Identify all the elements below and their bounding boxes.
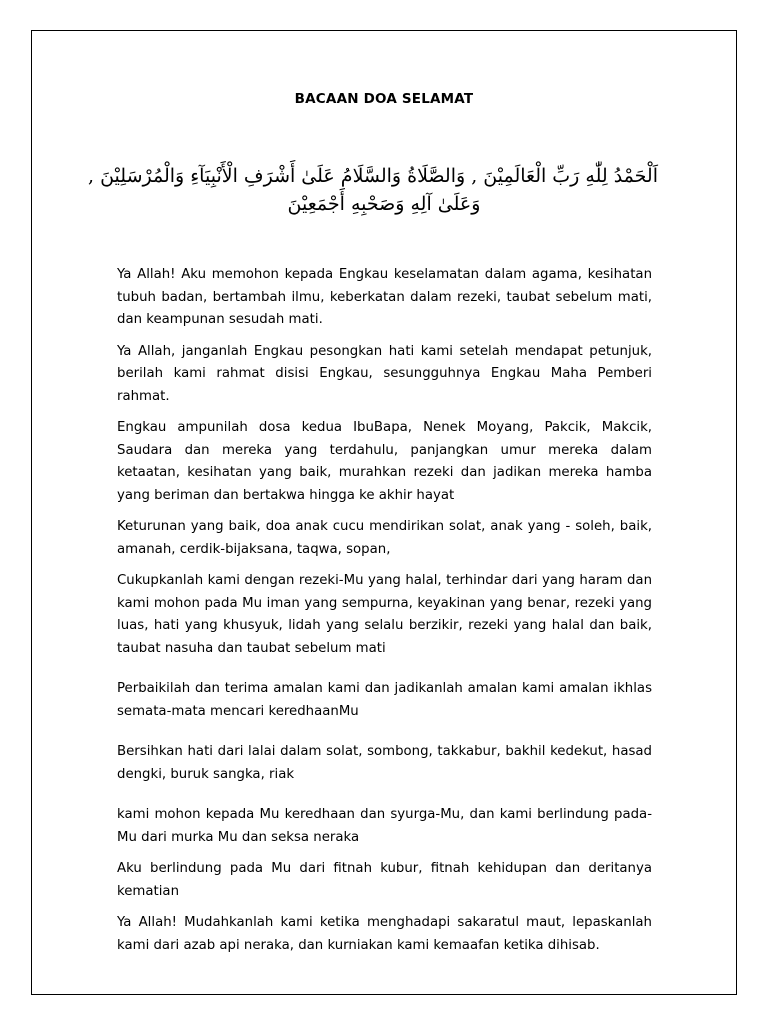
arabic-line: وَعَلَىٰ آلِهِ وَصَحْبِهِ أَجْمَعِيْنَ: [287, 193, 481, 215]
prayer-paragraph: Aku berlindung pada Mu dari fitnah kubur, fitnah kehidupan dan deritanya kematian: [117, 861, 652, 899]
prayer-paragraph: Engkau ampunilah dosa kedua IbuBapa, Nenek Moyang, Pakcik, Makcik, Saudara dan mereka yang terdahulu, panjangkan umur mereka dalam ketaatan, kesihatan yang baik, murahkan rezeki dan jadikan mereka hamba yang beriman dan bertakwa hingga ke akhir hayat: [117, 420, 652, 503]
prayer-paragraph: Ya Allah! Aku memohon kepada Engkau keselamatan dalam agama, kesihatan tubuh badan, bertambah ilmu, keberkatan dalam rezeki, taubat sebelum mati, dan keampunan sesudah mati.: [117, 267, 652, 327]
prayer-paragraph: Ya Allah! Mudahkanlah kami ketika menghadapi sakaratul maut, lepaskanlah kami dari azab api neraka, dan kurniakan kami kemaafan ketika dihisab.: [117, 915, 652, 953]
prayer-paragraph: Cukupkanlah kami dengan rezeki-Mu yang halal, terhindar dari yang haram dan kami mohon pada Mu iman yang sempurna, keyakinan yang benar, rezeki yang luas, hati yang khusyuk, lidah yang selalu berzikir, rezeki yang halal dan baik, taubat nasuha dan taubat sebelum mati: [117, 573, 652, 656]
arabic-opening: [88, 162, 658, 218]
arabic-line: اَلْحَمْدُ لِلّٰهِ رَبِّ الْعَالَمِيْنَ , وَالصَّلَاةُ وَالسَّلَامُ عَلَىٰ أَشْرَفِ الْأَنْبِيَآءِ وَالْمُرْسَلِيْنَ ,: [88, 165, 658, 187]
document-title: BACAAN DOA SELAMAT: [294, 91, 474, 107]
prayer-paragraph: Perbaikilah dan terima amalan kami dan jadikanlah amalan kami amalan ikhlas semata-mata mencari keredhaanMu: [117, 681, 652, 719]
prayer-paragraph: Ya Allah, janganlah Engkau pesongkan hati kami setelah mendapat petunjuk, berilah kami rahmat disisi Engkau, sesungguhnya Engkau Maha Pemberi rahmat.: [117, 343, 652, 404]
prayer-body: [117, 264, 652, 957]
prayer-paragraph: kami mohon kepada Mu keredhaan dan syurga-Mu, dan kami berlindung pada-Mu dari murka Mu dan seksa neraka: [117, 807, 652, 845]
prayer-paragraph: Bersihkan hati dari lalai dalam solat, sombong, takkabur, bakhil kedekut, hasad dengki, buruk sangka, riak: [117, 744, 652, 782]
prayer-paragraph: Keturunan yang baik, doa anak cucu mendirikan solat, anak yang - soleh, baik, amanah, cerdik-bijaksana, taqwa, sopan,: [117, 519, 652, 557]
